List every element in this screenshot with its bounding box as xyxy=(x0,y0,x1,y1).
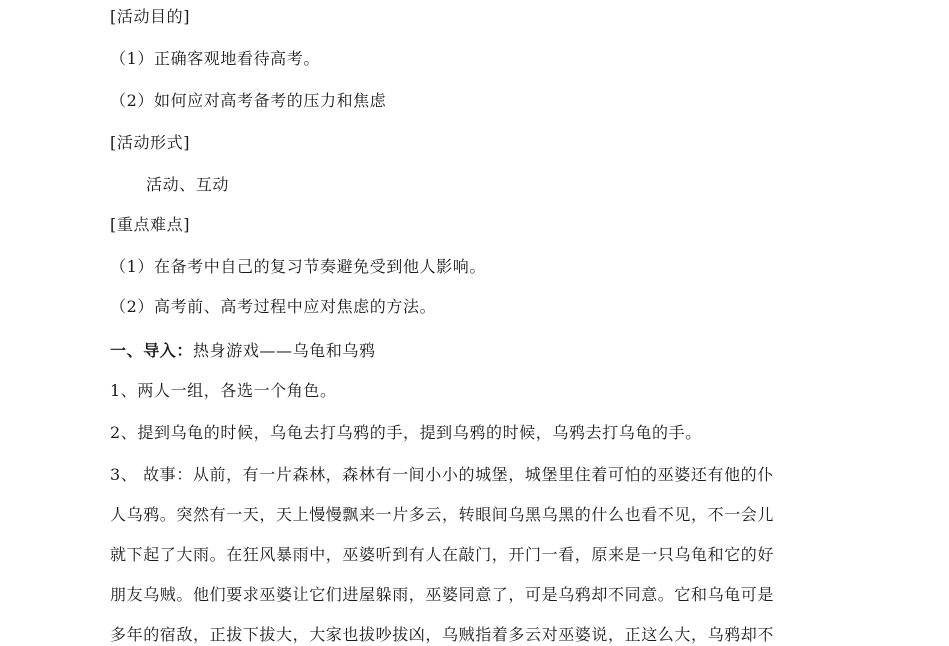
story-line-4: 朋友乌贼。他们要求巫婆让它们进屋躲雨，巫婆同意了，可是乌鸦却不同意。它和乌龟可是 xyxy=(110,585,775,604)
step-2: 2、提到乌龟的时候，乌龟去打乌鸦的手，提到乌鸦的时候，乌鸦去打乌龟的手。 xyxy=(110,423,702,442)
activity-form-heading: [活动形式] xyxy=(110,133,191,152)
section-1-title: 热身游戏——乌龟和乌鸦 xyxy=(193,341,376,360)
goal-item-1: （1）正确客观地看待高考。 xyxy=(110,49,320,68)
key-points-heading: [重点难点] xyxy=(110,215,191,234)
step-1: 1、两人一组，各选一个角色。 xyxy=(110,381,337,400)
section-1-prefix: 一、 xyxy=(110,341,144,360)
story-line-2: 人乌鸦。突然有一天，天上慢慢飘来一片多云，转眼间乌黑乌黑的什么也看不见，不一会儿 xyxy=(110,505,775,524)
key-point-item-1: （1）在备考中自己的复习节奏避免受到他人影响。 xyxy=(110,257,486,276)
story-line-3: 就下起了大雨。在狂风暴雨中，巫婆听到有人在敲门，开门一看，原来是一只乌龟和它的好 xyxy=(110,545,775,564)
goal-item-2: （2）如何应对高考备考的压力和焦虑 xyxy=(110,91,387,110)
activity-form-text: 活动、互动 xyxy=(146,175,230,194)
section-1-label: 导入： xyxy=(143,341,194,360)
section-1-heading xyxy=(110,340,376,362)
story-line-1: 3、 故事：从前，有一片森林，森林有一间小小的城堡，城堡里住着可怕的巫婆还有他的仆 xyxy=(110,465,774,484)
story-line-5-partial: 多年的宿敌，正拔下拔大，大家也拔吵拔凶，乌贼指着多云对巫婆说，正这么大，乌鸦却不 xyxy=(110,625,775,644)
activity-goal-heading: [活动目的] xyxy=(110,7,191,26)
key-point-item-2: （2）高考前、高考过程中应对焦虑的方法。 xyxy=(110,297,437,316)
